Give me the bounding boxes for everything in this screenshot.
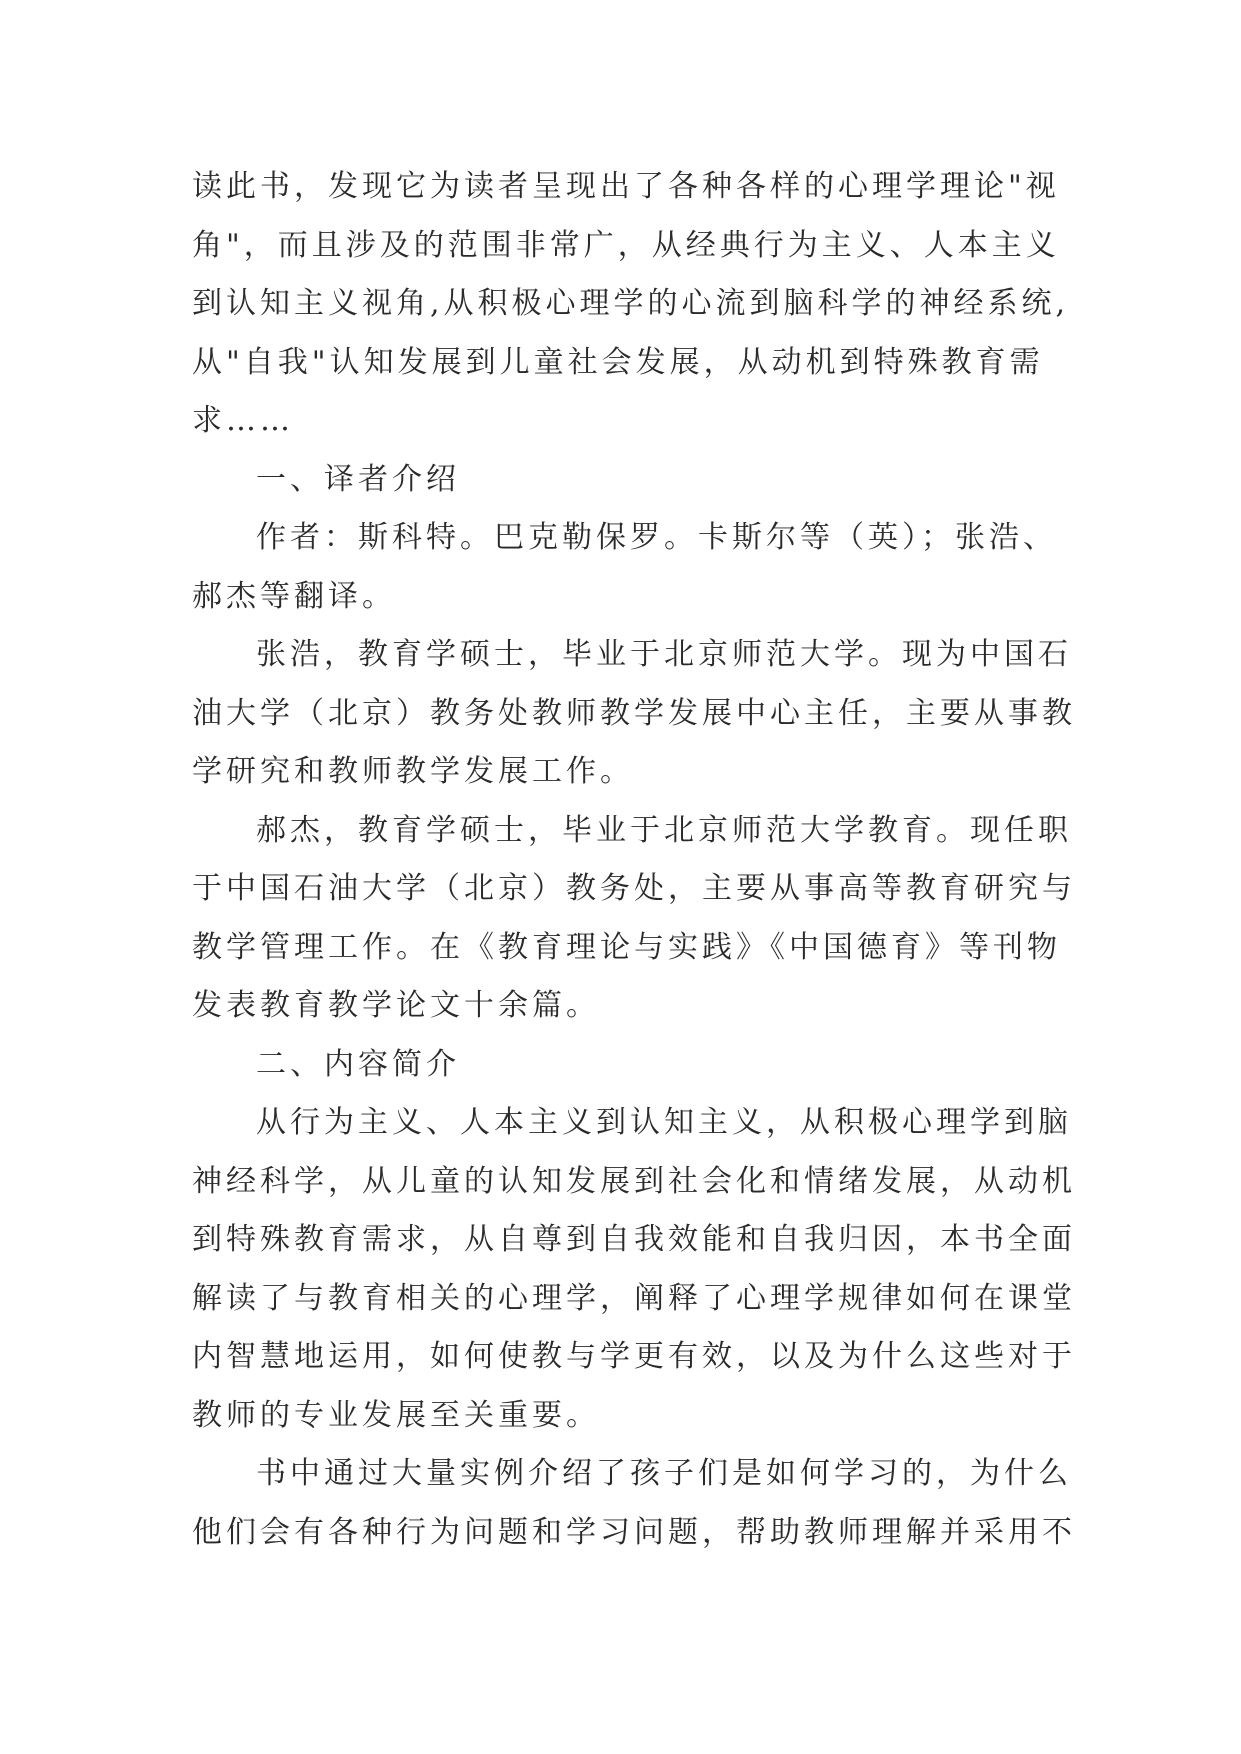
text-line: 到认知主义视角,从积极心理学的心流到脑科学的神经系统, <box>192 286 1070 321</box>
text-line: 一、译者介绍 <box>256 461 460 497</box>
text-line: 郝杰，教育学硕士，毕业于北京师范大学教育。现任职 <box>256 812 1072 848</box>
body-text <box>192 158 1076 1562</box>
text-line: 解读了与教育相关的心理学，阐释了心理学规律如何在课堂 <box>192 1280 1076 1316</box>
text-line: 书中通过大量实例介绍了孩子们是如何学习的，为什么 <box>256 1456 1072 1491</box>
text-line: 教学管理工作。在《教育理论与实践》《中国德育》等刊物 <box>192 929 1061 965</box>
text-line: 角"，而且涉及的范围非常广，从经典行为主义、人本主义 <box>192 227 1060 263</box>
text-line: 他们会有各种行为问题和学习问题，帮助教师理解并采用不 <box>192 1514 1076 1550</box>
text-line: 学研究和教师教学发展工作。 <box>192 754 634 789</box>
text-line: 作者：斯科特。巴克勒保罗。卡斯尔等（英）；张浩、 <box>256 520 1057 555</box>
text-line: 教师的专业发展至关重要。 <box>192 1397 600 1433</box>
text-line: 于中国石油大学（北京）教务处，主要从事高等教育研究与 <box>192 871 1076 906</box>
text-line: 到特殊教育需求，从自尊到自我效能和自我归因，本书全面 <box>192 1222 1076 1257</box>
text-line: 神经科学，从儿童的认知发展到社会化和情绪发展，从动机 <box>192 1163 1076 1199</box>
text-line: 内智慧地运用，如何使教与学更有效，以及为什么这些对于 <box>192 1339 1076 1374</box>
text-line: 求…… <box>192 403 294 438</box>
text-line: 读此书，发现它为读者呈现出了各种各样的心理学理论"视 <box>192 169 1060 204</box>
text-line: 张浩，教育学硕士，毕业于北京师范大学。现为中国石 <box>256 637 1072 672</box>
text-line: 从"自我"认知发展到儿童社会发展，从动机到特殊教育需 <box>192 344 1044 380</box>
text-line: 油大学（北京）教务处教师教学发展中心主任，主要从事教 <box>192 695 1076 731</box>
text-line: 从行为主义、人本主义到认知主义，从积极心理学到脑 <box>256 1105 1072 1140</box>
text-line: 二、内容简介 <box>256 1046 460 1082</box>
text-line: 发表教育教学论文十余篇。 <box>192 988 600 1023</box>
text-line: 郝杰等翻译。 <box>192 578 396 614</box>
